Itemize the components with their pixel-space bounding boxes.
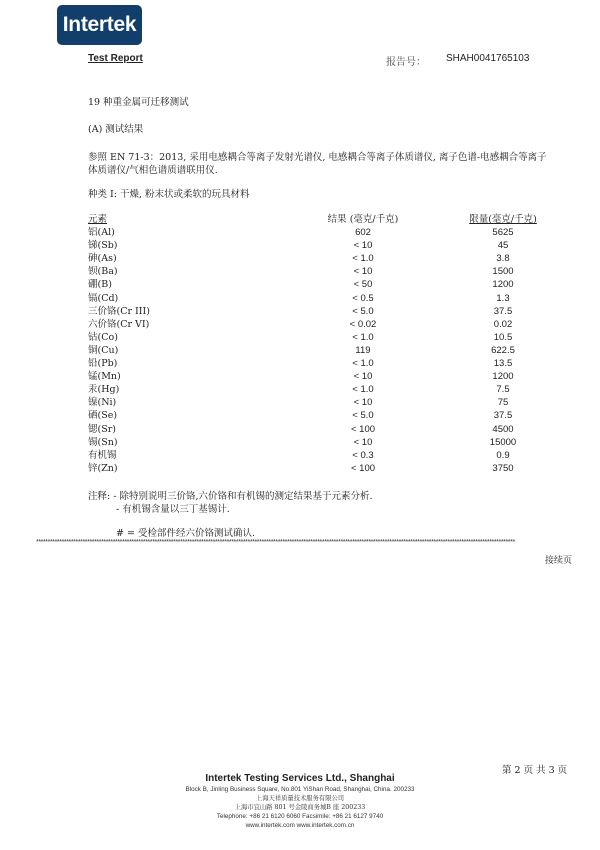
cell-limit: 3750: [492, 462, 514, 474]
subsection-title: (A) 测试结果: [88, 124, 144, 135]
table-row: [88, 278, 568, 291]
cell-limit: 5625: [492, 227, 514, 239]
header-limit: 限量(毫克/千克): [469, 214, 537, 225]
cell-limit: 7.5: [496, 384, 510, 396]
table-row: [88, 409, 568, 422]
note-2: - 有机锡含量以三丁基锡计.: [116, 504, 230, 515]
footer-web: www.intertek.com www.intertek.com.cn: [245, 822, 355, 829]
report-number-label: 报告号：: [386, 57, 426, 68]
table-row: [88, 331, 568, 344]
table-row: [88, 305, 568, 318]
cell-element: 锰(Mn): [88, 371, 121, 383]
footer-company: Intertek Testing Services Ltd., Shanghai: [205, 773, 395, 784]
cell-element: 锶(Sr): [88, 423, 116, 435]
cell-element: 有机锡: [88, 449, 117, 461]
cell-limit: 15000: [489, 436, 517, 448]
cell-element: 六价铬(Cr VI): [88, 318, 150, 330]
table-row: [88, 370, 568, 383]
cell-result: < 0.02: [349, 318, 377, 330]
cell-limit: 1.3: [496, 292, 510, 304]
table-row: [88, 318, 568, 331]
table-row: [88, 383, 568, 396]
cell-result: < 100: [350, 423, 376, 435]
cell-result: < 0.5: [352, 292, 374, 304]
footer-company-cn: 上海天祥质量技术服务有限公司: [255, 795, 345, 802]
table-body: [88, 226, 568, 475]
cell-element: 钴(Co): [88, 331, 118, 343]
cell-limit: 1200: [492, 371, 514, 383]
table-row: [88, 344, 568, 357]
cell-limit: 0.02: [493, 318, 513, 330]
table-row: [88, 226, 568, 239]
cell-result: < 5.0: [352, 410, 374, 422]
cell-element: 三价铬(Cr III): [88, 305, 151, 317]
cell-result: < 5.0: [352, 305, 374, 317]
cell-result: < 10: [353, 266, 373, 278]
table-header: [88, 213, 568, 226]
cell-result: < 1.0: [352, 331, 374, 343]
cell-limit: 1200: [492, 279, 514, 291]
cell-limit: 622.5: [491, 344, 515, 356]
cell-element: 钡(Ba): [88, 266, 118, 278]
results-table: [88, 213, 568, 475]
cell-limit: 37.5: [493, 305, 513, 317]
cell-limit: 4500: [492, 423, 514, 435]
cell-element: 铝(Al): [88, 227, 115, 239]
page-number: 第 2 页 共 3 页: [502, 765, 568, 776]
reference-text: 参照 EN 71-3：2013, 采用电感耦合等离子发射光谱仪, 电感耦合等离子体质谱仪, 离子色谱-电感耦合等离子 体质谱仪/气相色谱质谱联用仪.: [88, 152, 547, 176]
table-row: [88, 357, 568, 370]
table-row: [88, 292, 568, 305]
cell-element: 铜(Cu): [88, 344, 119, 356]
table-row: [88, 252, 568, 265]
cell-element: 汞(Hg): [88, 384, 120, 396]
table-row: [88, 449, 568, 462]
cell-result: < 1.0: [352, 384, 374, 396]
cell-limit: 1500: [492, 266, 514, 278]
cell-result: < 10: [353, 397, 373, 409]
cell-element: 砷(As): [88, 253, 117, 265]
cell-result: 602: [355, 227, 371, 239]
cell-element: 铅(Pb): [88, 358, 118, 370]
cell-element: 锑(Sb): [88, 240, 118, 252]
table-row: [88, 396, 568, 409]
footer-address-cn: 上海市宜山路 801 号金陵商务城B 座 200233: [234, 804, 366, 811]
material-category: 种类 I: 干燥, 粉末状或柔软的玩具材料: [88, 189, 250, 200]
table-row: [88, 423, 568, 436]
table-row: [88, 239, 568, 252]
cell-limit: 45: [497, 240, 509, 252]
cell-result: < 1.0: [352, 358, 374, 370]
cell-limit: 0.9: [496, 449, 510, 461]
header-result: 结果 (毫克/千克): [327, 214, 399, 225]
note-1: 注释: - 除特别说明三价铬,六价铬和有机锡的测定结果基于元素分析.: [88, 491, 373, 502]
footer-contact: Telephone: +86 21 6120 6060 Facsimile: +86 21 6127 9740: [216, 813, 384, 820]
cell-element: 锌(Zn): [88, 462, 118, 474]
cell-limit: 13.5: [493, 358, 513, 370]
cell-result: < 0.3: [352, 449, 374, 461]
continued-label: 接续页: [545, 556, 573, 566]
cell-element: 硒(Se): [88, 410, 118, 422]
cell-result: < 1.0: [352, 253, 374, 265]
cell-limit: 75: [497, 397, 509, 409]
cell-element: 镉(Cd): [88, 292, 119, 304]
cell-element: 锡(Sn): [88, 436, 118, 448]
intertek-logo: Intertek: [57, 5, 142, 45]
table-row: [88, 436, 568, 449]
section-title: 19 种重金属可迁移测试: [88, 97, 189, 108]
cell-element: 硼(B): [88, 279, 112, 291]
cell-limit: 37.5: [493, 410, 513, 422]
cell-limit: 3.8: [496, 253, 510, 265]
table-row: [88, 462, 568, 475]
footer: [100, 772, 500, 830]
header-element: 元素: [88, 214, 108, 225]
report-title: Test Report: [88, 53, 143, 64]
cell-result: < 50: [353, 279, 373, 291]
separator-stars: **************************************************************************************************************************************************************************************************************: [36, 539, 515, 546]
report-number: SHAH0041765103: [446, 53, 530, 64]
cell-limit: 10.5: [493, 331, 513, 343]
footer-address-en: Block B, Jinling Business Square, No.801 YiShan Road, Shanghai, China. 200233: [185, 786, 415, 793]
note-3: # = 受检部件经六价铬测试确认.: [116, 528, 255, 539]
cell-result: < 10: [353, 371, 373, 383]
cell-result: < 10: [353, 436, 373, 448]
table-row: [88, 265, 568, 278]
cell-element: 镍(Ni): [88, 397, 117, 409]
cell-result: 119: [355, 344, 371, 356]
cell-result: < 100: [350, 462, 376, 474]
cell-result: < 10: [353, 240, 373, 252]
